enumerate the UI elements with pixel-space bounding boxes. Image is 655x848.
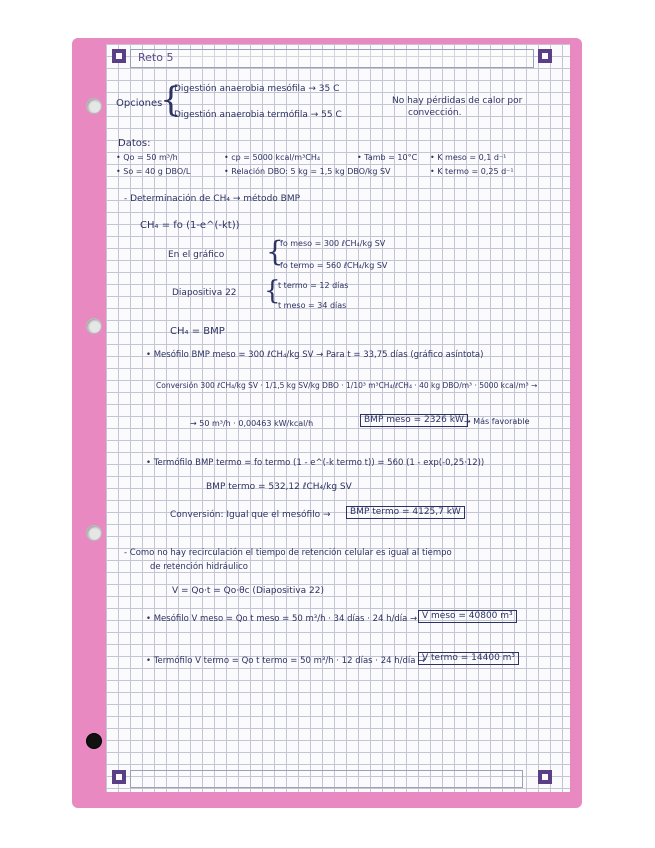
termofilo-value: BMP termo = 532,12 ℓCH₄/kg SV bbox=[206, 482, 352, 492]
note-line: No hay pérdidas de calor por bbox=[392, 96, 523, 106]
diapositiva-label: Diapositiva 22 bbox=[172, 288, 237, 298]
v-meso-result: V meso = 40800 m³ bbox=[418, 610, 517, 623]
datos-label: Datos: bbox=[118, 138, 151, 149]
result-note: → Más favorable bbox=[464, 417, 530, 426]
binder-hole bbox=[86, 98, 102, 114]
brand-logo-icon bbox=[538, 770, 552, 784]
v-termo-result: V termo = 14400 m³ bbox=[418, 652, 519, 665]
brace: { bbox=[264, 276, 281, 306]
header-box bbox=[130, 49, 534, 68]
dato-item: • So = 40 g DBO/L bbox=[116, 167, 191, 176]
brand-logo-icon bbox=[112, 49, 126, 63]
note-line: convección. bbox=[408, 108, 462, 118]
brace: { bbox=[266, 235, 284, 268]
dato-item: • cp = 5000 kcal/m³CH₄ bbox=[224, 153, 321, 162]
dato-item: • Tamb = 10°C bbox=[357, 153, 418, 162]
formula: CH₄ = fo (1-e^(-kt)) bbox=[140, 220, 240, 231]
volumen-line: - Como no hay recirculación el tiempo de retención celular es igual al tiempo bbox=[124, 548, 452, 558]
grafico-value: fo termo = 560 ℓCH₄/kg SV bbox=[280, 261, 388, 270]
volumen-termo-line: • Termófilo V termo = Qo t termo = 50 m³/h · 12 días · 24 h/día → bbox=[146, 656, 426, 666]
grafico-value: fo meso = 300 ℓCH₄/kg SV bbox=[280, 239, 386, 248]
brace: { bbox=[160, 80, 182, 120]
diapositiva-value: t termo = 12 días bbox=[278, 281, 349, 290]
dato-item: • K meso = 0,1 d⁻¹ bbox=[430, 153, 507, 162]
dato-item: • Relación DBO: 5 kg = 1,5 kg DBO/kg SV bbox=[224, 167, 391, 176]
mesofilo-conversion: Conversión 300 ℓCH₄/kg SV · 1/1,5 kg SV/kg DBO · 1/10³ m³CH₄/ℓCH₄ · 40 kg DBO/m³ · 5000 kcal/m³ → bbox=[156, 381, 538, 390]
binder-hole bbox=[86, 525, 102, 541]
section-heading: - Determinación de CH₄ → método BMP bbox=[124, 194, 301, 204]
opcion-item: Digestión anaerobia mesófila → 35 C bbox=[174, 84, 340, 94]
binder-hole bbox=[86, 733, 102, 749]
bmp-termo-result: BMP termo = 4125,7 kW bbox=[346, 506, 465, 519]
brand-logo-icon bbox=[112, 770, 126, 784]
dato-item: • Qo = 50 m³/h bbox=[116, 153, 178, 162]
bmp-meso-result: BMP meso = 2326 kW bbox=[360, 414, 468, 427]
binder-hole bbox=[86, 318, 102, 334]
mesofilo-line: • Mesófilo BMP meso = 300 ℓCH₄/kg SV → Para t = 33,75 días (gráfico asíntota) bbox=[146, 350, 484, 360]
termofilo-line: • Termófilo BMP termo = fo termo (1 - e^(-k termo t)) = 560 (1 - exp(-0,25·12)) bbox=[146, 458, 485, 468]
brand-logo-icon bbox=[538, 49, 552, 63]
footer-box bbox=[130, 770, 523, 788]
volumen-formula: V = Qo·t = Qo·θc (Diapositiva 22) bbox=[172, 586, 324, 596]
volumen-meso-line: • Mesófilo V meso = Qo t meso = 50 m³/h · 34 días · 24 h/día → bbox=[146, 614, 418, 624]
opcion-item: Digestión anaerobia termófila → 55 C bbox=[174, 110, 342, 120]
opciones-label: Opciones bbox=[116, 98, 163, 109]
volumen-line: de retención hidráulico bbox=[150, 562, 248, 572]
mesofilo-conversion-2: → 50 m³/h · 0,00463 kW/kcal/h bbox=[190, 419, 314, 428]
grafico-label: En el gráfico bbox=[168, 250, 225, 260]
dato-item: • K termo = 0,25 d⁻¹ bbox=[430, 167, 514, 176]
termofilo-conversion: Conversión: Igual que el mesófilo → bbox=[170, 510, 331, 520]
page-title: Reto 5 bbox=[138, 51, 174, 64]
bmp-equivalence: CH₄ = BMP bbox=[170, 326, 225, 337]
diapositiva-value: t meso = 34 días bbox=[278, 301, 347, 310]
